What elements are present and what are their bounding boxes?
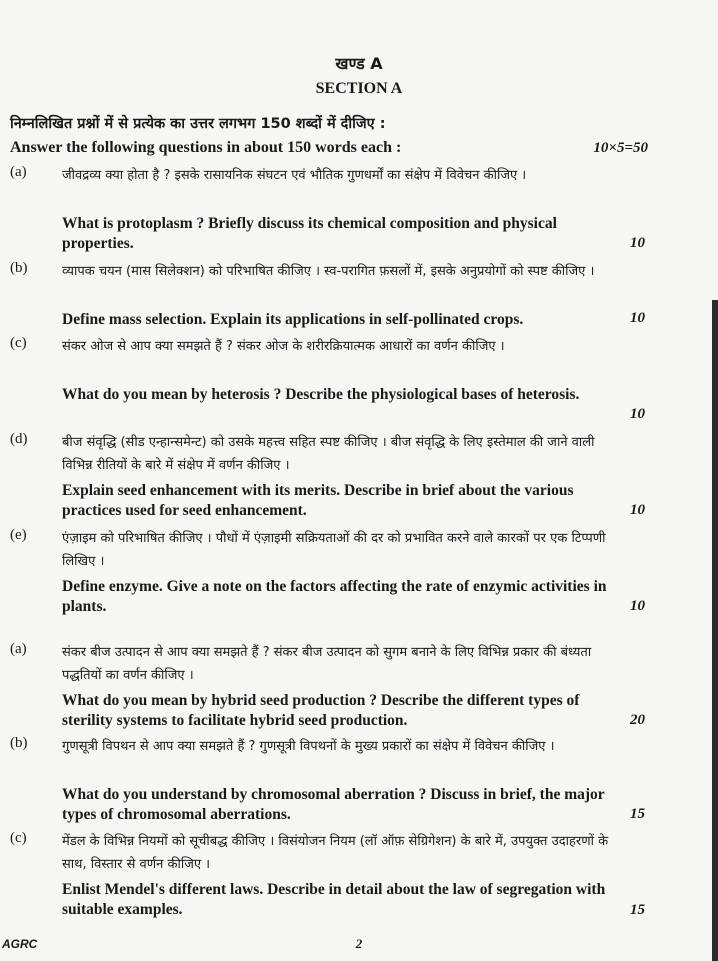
question-label: (e) (10, 527, 27, 543)
question-text: What do you mean by hybrid seed production ? Describe the different types of sterility systems to facilitate hybrid seed production. (62, 692, 580, 729)
question-text-hindi: व्यापक चयन (मास सिलेक्शन) को परिभाषित कीजिए । स्व-परागित फ़सलों में, इसके अनुप्रयोगों को स्पष्ट कीजिए । (62, 264, 595, 279)
instruction-hindi: निम्नलिखित प्रश्नों में से प्रत्येक का उत्तर लगभग 150 शब्दों में दीजिए : (10, 116, 386, 132)
question-marks: 10 (630, 502, 645, 518)
question-text-hindi: बीज संवृद्धि (सीड एन्हान्समेन्ट) को उसके महत्त्व सहित स्पष्ट कीजिए । बीज संवृद्धि के लिए इस्तेमाल की जाने वाली विभिन्न रीतियों के बारे में संक्षेप में वर्णन कीजिए । (62, 435, 595, 473)
question-marks: 15 (630, 902, 645, 918)
question-label: (a) (10, 164, 27, 180)
question-text-hindi: एंज़ाइम को परिभाषित कीजिए । पौधों में एंज़ाइमी सक्रियताओं की दर को प्रभावित करने वाले कारकों पर एक टिप्पणी लिखिए । (62, 531, 606, 569)
question-marks: 10 (630, 598, 645, 614)
page-number: 2 (355, 936, 363, 951)
total-marks: 10×5=50 (593, 140, 648, 156)
question-text: Define enzyme. Give a note on the factors affecting the rate of enzymic activities in plants. (62, 578, 607, 615)
question-text: What do you understand by chromosomal aberration ? Discuss in brief, the major types of chromosomal aberrations. (62, 786, 605, 823)
scan-edge-shadow (712, 300, 718, 961)
question-text: What is protoplasm ? Briefly discuss its chemical composition and physical properties. (62, 215, 557, 252)
question-marks: 20 (630, 712, 645, 728)
question-text-hindi: गुणसूत्री विपथन से आप क्या समझते हैं ? गुणसूत्री विपथनों के मुख्य प्रकारों का संक्षेप में विवेचन कीजिए । (62, 739, 555, 754)
question-text: Enlist Mendel's different laws. Describe in detail about the law of segregation with suitable examples. (62, 881, 606, 918)
question-marks: 10 (630, 235, 645, 251)
question-label: (b) (10, 735, 28, 751)
question-text-hindi: जीवद्रव्य क्या होता है ? इसके रासायनिक संघटन एवं भौतिक गुणधर्मों का संक्षेप में विवेचन कीजिए । (62, 168, 527, 183)
question-label: (d) (10, 431, 28, 447)
instruction: Answer the following questions in about 150 words each : (10, 139, 402, 156)
question-text: Explain seed enhancement with its merits. Describe in brief about the various practices used for seed enhancement. (62, 482, 574, 519)
question-marks: 15 (630, 806, 645, 822)
question-text: What do you mean by heterosis ? Describe the physiological bases of heterosis. (62, 386, 580, 403)
question-label: (a) (10, 641, 27, 657)
question-label: (c) (10, 830, 27, 846)
question-marks: 10 (630, 310, 645, 326)
question-label: (b) (10, 260, 28, 276)
question-text: Define mass selection. Explain its applications in self-pollinated crops. (62, 311, 524, 328)
question-marks: 10 (630, 406, 645, 422)
question-text-hindi: मेंडल के विभिन्न नियमों को सूचीबद्ध कीजिए । विसंयोजन नियम (लॉ ऑफ़ सेग्रिगेशन) के बारे में, उपयुक्त उदाहरणों के साथ, विस्तार से वर्णन कीजिए । (62, 834, 609, 872)
section-title-hindi: खण्ड A (335, 54, 383, 73)
question-label: (c) (10, 335, 27, 351)
question-text-hindi: संकर ओज से आप क्या समझते हैं ? संकर ओज के शरीरक्रियात्मक आधारों का वर्णन कीजिए । (62, 339, 505, 354)
paper-code: AGRC (2, 937, 38, 951)
question-text-hindi: संकर बीज उत्पादन से आप क्या समझते हैं ? संकर बीज उत्पादन को सुगम बनाने के लिए विभिन्न प्रकार की बंध्यता पद्धतियों का वर्णन कीजिए । (62, 645, 592, 683)
section-title: SECTION A (315, 80, 403, 97)
